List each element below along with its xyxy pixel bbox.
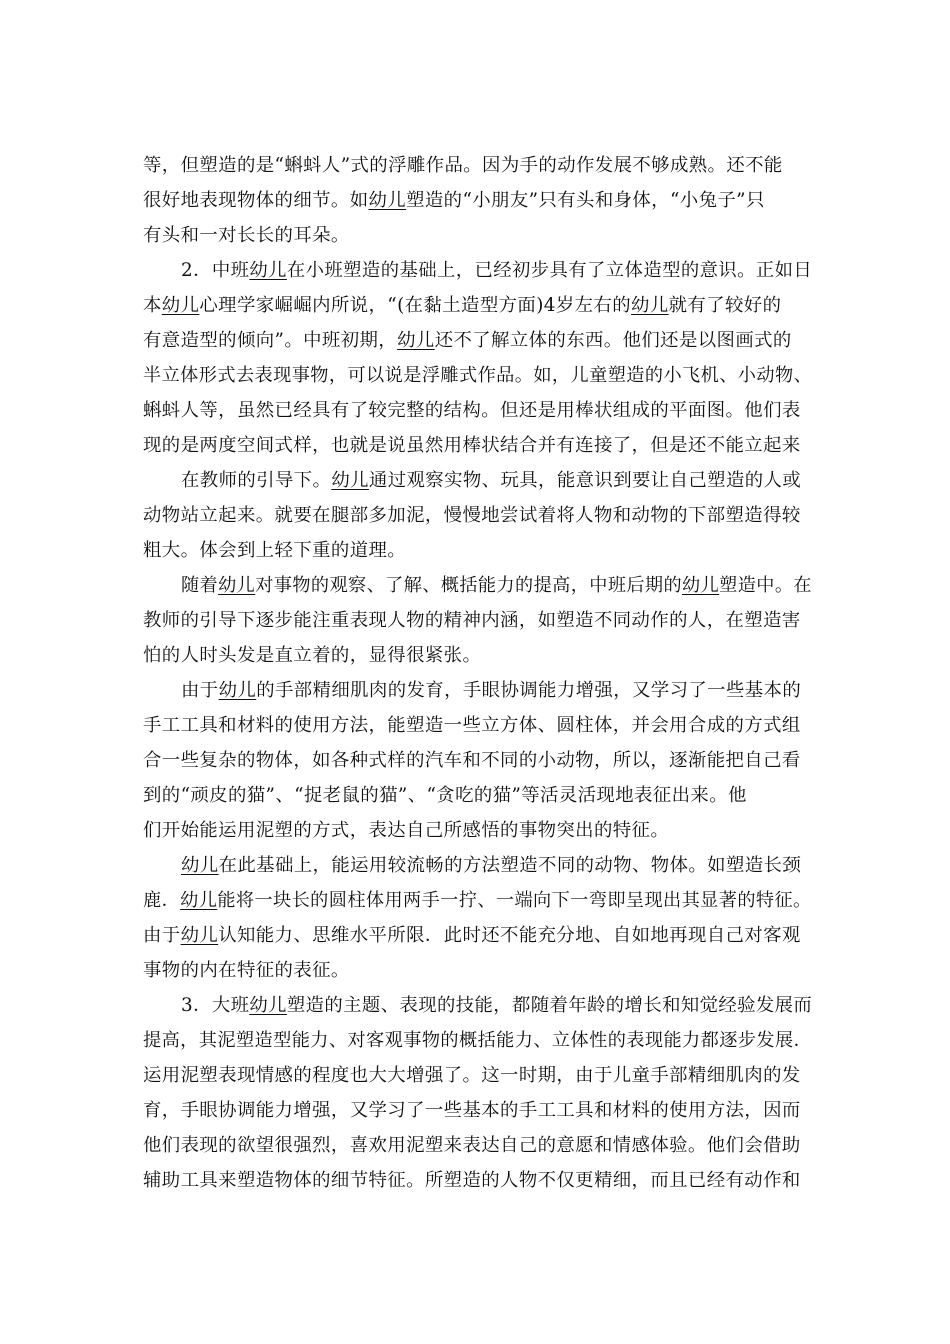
text-segment: 现的是两度空间式样，也就是说虽然用棒状结合并有连接了，但是还不能立起来 <box>143 435 801 456</box>
text-segment: 鹿． <box>143 890 181 911</box>
text-segment: 在小班塑造的基础上，已经初步具有了立体造型的意识。正如日 <box>286 260 813 281</box>
text-segment: 随着 <box>181 575 219 596</box>
text-line <box>143 183 812 218</box>
text-segment: 运用泥塑表现情感的程度也大大增强了。这一时期，由于儿童手部精细肌肉的发 <box>143 1065 801 1086</box>
text-line <box>143 1023 812 1058</box>
text-line <box>143 953 812 988</box>
text-segment: 到的“顽皮的猫”、“捉老鼠的猫”、“贪吃的猫”等活灵活现地表征出来。他 <box>143 785 747 806</box>
text-segment: 的手部精细肌肉的发育，手眼协调能力增强，又学习了一些基本的 <box>256 680 802 701</box>
text-line <box>143 1128 812 1163</box>
text-segment: 认知能力、思维水平所限．此时还不能充分地、自如地再现自己对客观 <box>218 925 801 946</box>
underlined-term: 幼儿 <box>368 190 407 211</box>
text-line <box>143 358 812 393</box>
underlined-term: 幼儿 <box>249 995 287 1016</box>
text-segment: 3．大班 <box>181 995 250 1016</box>
text-segment: 育，手眼协调能力增强，又学习了一些基本的手工工具和材料的使用方法，因而 <box>143 1100 801 1121</box>
underlined-term: 幼儿 <box>682 575 720 596</box>
text-segment: 半立体形式去表现事物，可以说是浮雕式作品。如，儿童塑造的小飞机、小动物、 <box>143 365 813 386</box>
text-segment: 对事物的观察、了解、概括能力的提高，中班后期的 <box>255 575 683 596</box>
text-segment: 教师的引导下逐步能注重表现人物的精神内涵，如塑造不同动作的人，在塑造害 <box>143 610 801 631</box>
text-segment: 事物的内在特征的表征。 <box>143 960 350 981</box>
text-segment: 手工工具和材料的使用方法，能塑造一些立方体、圆柱体，并会用合成的方式组 <box>143 715 801 736</box>
paragraph-3 <box>143 568 812 673</box>
text-segment: 有头和一对长长的耳朵。 <box>143 225 350 246</box>
text-segment: 就有了较好的 <box>668 295 782 316</box>
text-line <box>143 1058 812 1093</box>
underlined-term: 幼儿 <box>181 855 219 876</box>
underlined-term: 幼儿 <box>161 295 200 316</box>
text-line <box>143 498 812 533</box>
text-line <box>143 253 812 288</box>
text-segment: 塑造的主题、表现的技能，都随着年龄的增长和知觉经验发展而 <box>286 995 813 1016</box>
text-line <box>143 1093 812 1128</box>
text-segment: 在此基础上，能运用较流畅的方法塑造不同的动物、物体。如塑造长颈 <box>218 855 802 876</box>
text-segment: 本 <box>143 295 162 316</box>
text-line <box>143 638 812 673</box>
text-line <box>143 463 812 498</box>
text-segment: 们开始能运用泥塑的方式，表达自己所感悟的事物突出的特征。 <box>143 820 670 841</box>
paragraph-0 <box>143 148 812 253</box>
text-segment: 很好地表现物体的细节。如 <box>143 190 369 211</box>
text-segment: 辅助工具来塑造物体的细节特征。所塑造的人物不仅更精细，而且已经有动作和 <box>143 1170 801 1191</box>
text-segment: 等，但塑造的是“蝌蚪人”式的浮雕作品。因为手的动作发展不够成熟。还不能 <box>143 155 783 176</box>
text-line <box>143 778 812 813</box>
text-line <box>143 708 812 743</box>
text-segment: 塑造的“小朋友”只有头和身体，“小兔子”只 <box>406 190 765 211</box>
paragraph-6 <box>143 988 812 1198</box>
text-segment: 怕的人时头发是直立着的，显得很紧张。 <box>143 645 482 666</box>
text-segment: 还不了解立体的东西。他们还是以图画式的 <box>434 330 792 351</box>
underlined-term: 幼儿 <box>249 260 287 281</box>
text-line <box>143 323 812 358</box>
paragraph-2 <box>143 463 812 568</box>
text-segment: 由于 <box>181 680 219 701</box>
text-segment: 他们表现的欲望很强烈，喜欢用泥塑来表达自己的意愿和情感体验。他们会借助 <box>143 1135 801 1156</box>
text-line <box>143 743 812 778</box>
underlined-term: 幼儿 <box>631 295 669 316</box>
text-segment: 通过观察实物、玩具，能意识到要让自己塑造的人或 <box>368 470 802 491</box>
text-line <box>143 603 812 638</box>
text-segment: 在教师的引导下。 <box>181 470 332 491</box>
text-line <box>143 393 812 428</box>
text-line <box>143 883 812 918</box>
text-line <box>143 673 812 708</box>
text-line <box>143 918 812 953</box>
text-segment: 提高，其泥塑造型能力、对客观事物的概括能力、立体性的表现能力都逐步发展． <box>143 1030 813 1051</box>
text-line <box>143 1163 812 1198</box>
body-text <box>143 148 812 1198</box>
paragraph-1 <box>143 253 812 463</box>
text-segment: 塑造中。在 <box>719 575 812 596</box>
text-segment: 2．中班 <box>181 260 250 281</box>
paragraph-5 <box>143 848 812 988</box>
text-line <box>143 288 812 323</box>
text-segment: 蝌蚪人等，虽然已经具有了较完整的结构。但还是用棒状组成的平面图。他们表 <box>143 400 801 421</box>
underlined-term: 幼儿 <box>331 470 369 491</box>
text-line <box>143 148 812 183</box>
text-segment: 粗大。体会到上轻下重的道理。 <box>143 540 407 561</box>
text-segment: 有意造型的倾向”。中班初期， <box>143 330 398 351</box>
text-segment: 合一些复杂的物体，如各种式样的汽车和不同的小动物，所以，逐渐能把自己看 <box>143 750 801 771</box>
paragraph-4 <box>143 673 812 848</box>
underlined-term: 幼儿 <box>397 330 435 351</box>
underlined-term: 幼儿 <box>218 575 256 596</box>
text-line <box>143 428 812 463</box>
text-segment: 能将一块长的圆柱体用两手一拧、一端向下一弯即呈现出其显著的特征。 <box>217 890 812 911</box>
text-segment: 动物站立起来。就要在腿部多加泥，慢慢地尝试着将人物和动物的下部塑造得较 <box>143 505 801 526</box>
text-line <box>143 533 812 568</box>
text-line <box>143 218 812 253</box>
text-segment: 心理学家崛崛内所说，“(在黏土造型方面)4岁左右的 <box>199 295 632 316</box>
text-segment: 由于 <box>143 925 181 946</box>
underlined-term: 幼儿 <box>180 890 218 911</box>
text-line <box>143 848 812 883</box>
underlined-term: 幼儿 <box>218 680 257 701</box>
text-line <box>143 568 812 603</box>
text-line <box>143 813 812 848</box>
text-line <box>143 988 812 1023</box>
underlined-term: 幼儿 <box>180 925 219 946</box>
